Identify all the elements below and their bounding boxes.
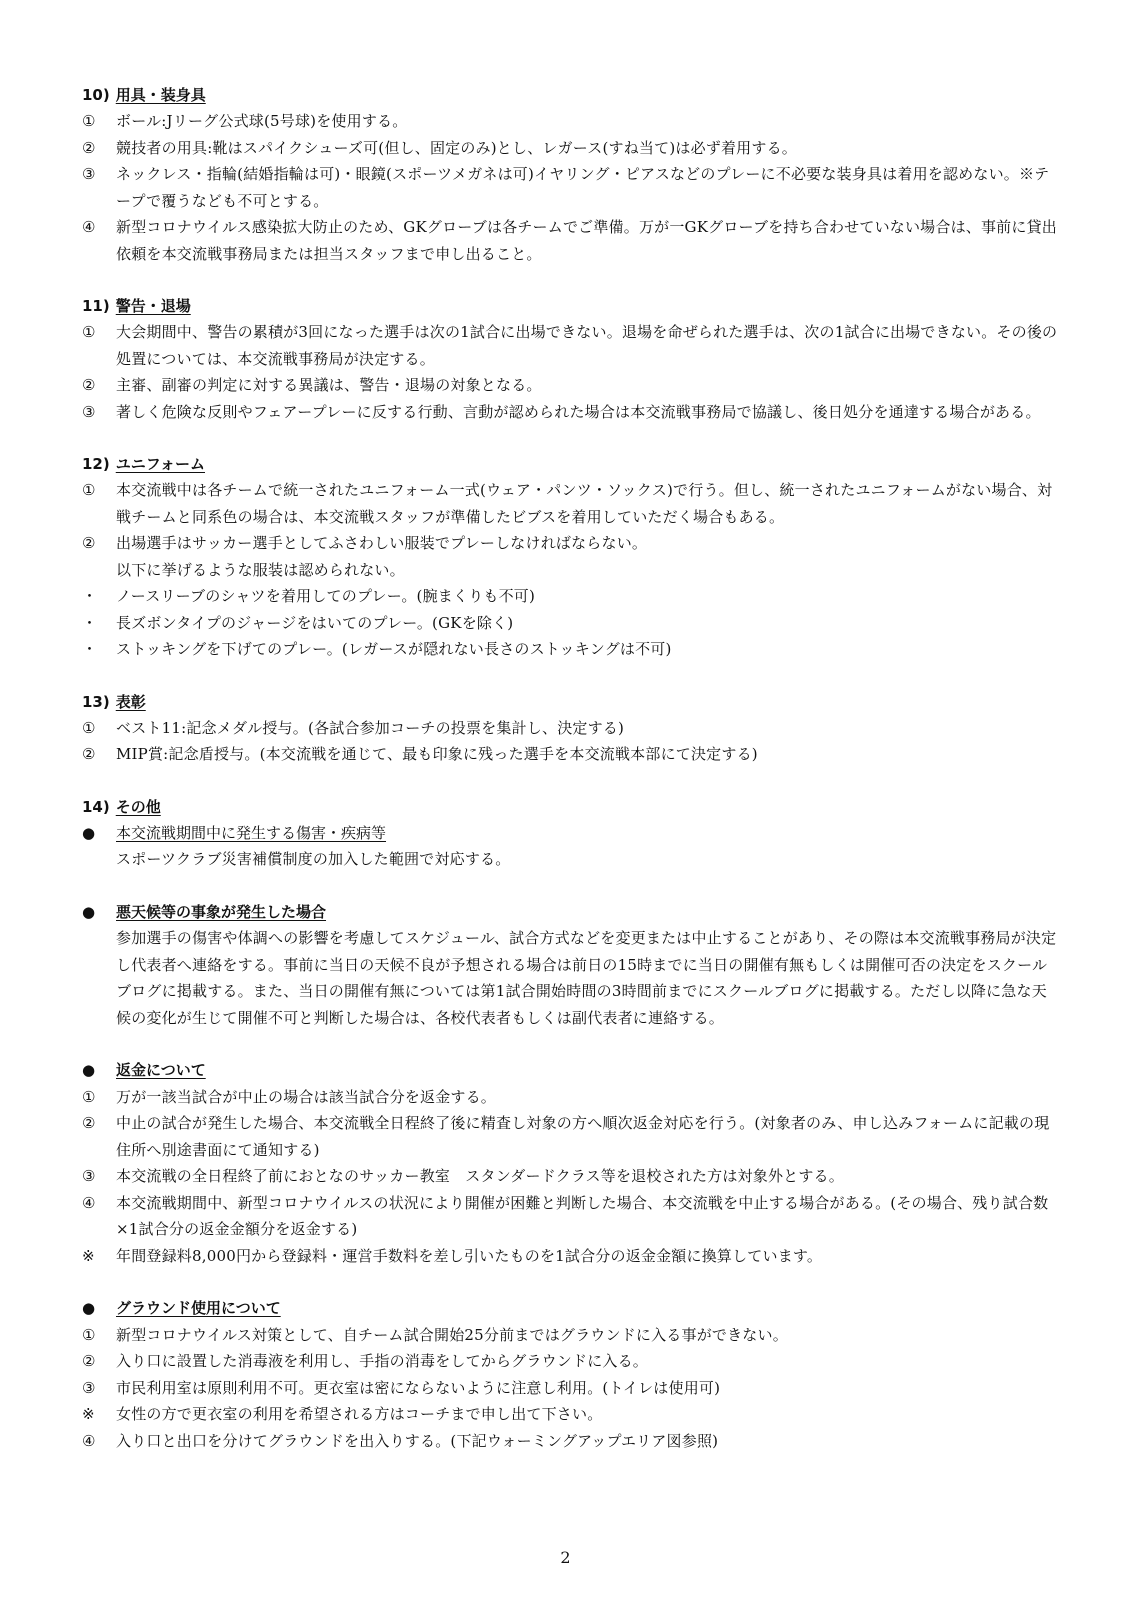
list-marker: ・ [82,587,98,605]
list-item [82,610,1062,637]
subsection-heading [82,1295,1062,1322]
list-item [82,399,1062,426]
list-marker: ※ [82,1246,95,1265]
list-text: 以下に挙げるような服装は認められない。 [116,560,405,579]
section-title: 用具・装身具 [115,86,206,104]
list-marker: ② [82,745,96,763]
subsection-refund [82,1057,1062,1269]
list-text: 著しく危険な反則やフェアープレーに反する行動、言動が認められた場合は本交流戦事務局で協議し、後日処分を通達する場合がある。 [116,402,1041,421]
list-item [82,1084,1062,1111]
list-marker: ② [82,1352,96,1370]
list-text: ベスト11:記念メダル授与。(各試合参加コーチの投票を集計し、決定する) [116,718,625,737]
section-equipment [82,82,1062,267]
list-item [82,715,1062,742]
list-item [82,1163,1062,1190]
list-item [82,108,1062,135]
list-marker: ③ [82,1378,96,1397]
section-number: 13) [82,692,110,711]
list-item [82,1401,1062,1428]
list-text: 入り口と出口を分けてグラウンドを出入りする。(下記ウォーミングアップエリア図参照) [116,1431,719,1450]
section-heading [82,689,1062,715]
list-item [82,636,1062,663]
list-marker: ② [82,1114,96,1132]
document-body [82,82,1062,1454]
list-text: 本交流戦の全日程終了前におとなのサッカー教室 スタンダードクラス等を退校された方は対象外とする。 [116,1167,844,1185]
list-text: 年間登録料8,000円から登録料・運営手数料を差し引いたものを1試合分の返金金額に換算しています。 [116,1246,823,1265]
list-text: 競技者の用具:靴はスパイクシューズ可(但し、固定のみ)とし、レガース(すね当て)は必ず着用する。 [116,138,797,157]
bullet-marker: ● [82,1299,96,1317]
section-title: 表彰 [115,692,146,711]
list-marker: ④ [82,1193,96,1212]
list-text: 長ズボンタイプのジャージをはいてのプレー。(GKを除く) [116,613,514,632]
section-heading [82,82,1062,108]
list-item [82,530,1062,557]
list-text: 本交流戦期間中、新型コロナウイルスの状況により開催が困難と判断した場合、本交流戦を中止する場合がある。(その場合、残り試合数×1試合分の返金金額分を返金する) [116,1193,1049,1238]
subsection-title: 悪天候等の事象が発生した場合 [116,902,327,921]
list-item [82,319,1062,372]
subsection-weather [82,899,1062,1032]
section-number: 14) [82,797,110,816]
subsection-heading [82,1057,1062,1084]
section-heading [82,794,1062,820]
list-text: 主審、副審の判定に対する異議は、警告・退場の対象となる。 [116,376,542,394]
list-marker: ① [82,323,96,341]
subsection-heading [82,899,1062,926]
list-text: 万が一該当試合が中止の場合は該当試合分を返金する。 [116,1087,497,1106]
section-uniform [82,451,1062,663]
list-marker: ・ [82,613,98,632]
list-item [82,557,1062,584]
section-number: 10) [82,86,110,104]
list-text: 女性の方で更衣室の利用を希望される方はコーチまで申し出て下さい。 [116,1405,603,1423]
list-text: ネックレス・指輪(結婚指輪は可)・眼鏡(スポーツメガネは可)イヤリング・ピアスなどのプレーに不必要な装身具は着用を認めない。※テープで覆うなども不可とする。 [116,165,1050,210]
list-item [82,372,1062,399]
list-item [82,1190,1062,1243]
list-marker: ① [82,1087,96,1106]
list-item [82,135,1062,162]
list-marker: ・ [82,640,98,658]
list-item [82,741,1062,768]
list-item [82,214,1062,267]
list-text: 市民利用室は原則利用不可。更衣室は密にならないように注意し利用。(トイレは使用可) [116,1378,721,1397]
list-text: 大会期間中、警告の累積が3回になった選手は次の1試合に出場できない。退場を命ぜられた選手は、次の1試合に出場できない。その後の処置については、本交流戦事務局が決定する。 [116,323,1058,368]
list-marker: ④ [82,1431,96,1450]
section-title: ユニフォーム [115,455,205,473]
list-item [82,1243,1062,1270]
list-item [82,1110,1062,1163]
section-awards [82,689,1062,768]
list-item [82,477,1062,530]
subsection-title: グラウンド使用について [116,1299,281,1317]
subsection-heading [82,820,1062,847]
list-item [82,1348,1062,1375]
section-number: 11) [82,297,110,315]
list-text: MIP賞:記念盾授与。(本交流戦を通じて、最も印象に残った選手を本交流戦本部にて決定する) [116,745,758,763]
list-text: ノースリーブのシャツを着用してのプレー。(腕まくりも不可) [116,587,536,605]
list-marker [82,557,116,584]
subsection-text: 参加選手の傷害や体調への影響を考慮してスケジュール、試合方式などを変更または中止することがあり、その際は本交流戦事務局が決定し代表者へ連絡をする。事前に当日の天候不良が予想される場合は前日の15時までに当日の開催有無もしくは開催可否の決定をスクールブログに掲載する。また、当日の開催有無については第1試合開始時間の3時間前までにスクールブログに掲載する。ただし以降に急な天候の変化が生じて開催不可と判断した場合は、各校代表者もしくは副代表者に連絡する。 [116,929,1057,1027]
bullet-marker: ● [82,1061,96,1079]
list-marker: ② [82,376,96,394]
list-marker: ① [82,481,96,499]
list-text: 新型コロナウイルス対策として、自チーム試合開始25分前まではグラウンドに入る事ができない。 [116,1325,788,1344]
list-marker: ① [82,112,96,130]
list-marker: ② [82,534,96,552]
list-text: 新型コロナウイルス感染拡大防止のため、GKグローブは各チームでご準備。万が一GKグローブを持ち合わせていない場合は、事前に貸出依頼を本交流戦事務局または担当スタッフまで申し出ること。 [116,218,1057,263]
section-title: その他 [115,797,161,816]
list-marker: ② [82,138,96,157]
list-item [82,1375,1062,1402]
section-number: 12) [82,455,110,473]
bullet-marker: ● [82,823,96,842]
subsection-title: 返金について [116,1061,206,1079]
list-marker: ④ [82,218,96,236]
list-text: 入り口に設置した消毒液を利用し、手指の消毒をしてからグラウンドに入る。 [116,1352,649,1370]
list-text: ボール:Jリーグ公式球(5号球)を使用する。 [116,112,408,130]
list-text: 本交流戦中は各チームで統一されたユニフォーム一式(ウェア・パンツ・ソックス)で行う。但し、統一されたユニフォームがない場合、対戦チームと同系色の場合は、本交流戦スタッフが準備したビブスを着用していただく場合もある。 [116,481,1053,526]
bullet-marker: ● [82,902,96,921]
section-heading [82,293,1062,319]
list-marker: ③ [82,402,96,421]
section-other [82,794,1062,1455]
list-marker: ※ [82,1405,95,1423]
list-text: 出場選手はサッカー選手としてふさわしい服装でプレーしなければならない。 [116,534,648,552]
subsection-text: スポーツクラブ災害補償制度の加入した範囲で対応する。 [116,850,511,868]
subsection-title: 本交流戦期間中に発生する傷害・疾病等 [116,823,387,842]
list-text: 中止の試合が発生した場合、本交流戦全日程終了後に精査し対象の方へ順次返金対応を行う。(対象者のみ、申し込みフォームに記載の現住所へ別途書面にて通知する) [116,1114,1050,1159]
list-marker: ③ [82,1167,96,1185]
subsection-injury [82,820,1062,873]
list-marker: ① [82,1325,96,1344]
section-heading [82,451,1062,477]
list-item [82,583,1062,610]
list-text: ストッキングを下げてのプレー。(レガースが隠れない長さのストッキングは不可) [116,640,672,658]
list-marker: ① [82,718,96,737]
list-marker: ③ [82,165,96,183]
section-title: 警告・退場 [115,297,191,315]
page-number: 2 [560,1548,571,1567]
list-item [82,1322,1062,1349]
subsection-ground [82,1295,1062,1454]
section-cautions [82,293,1062,425]
list-item [82,1428,1062,1455]
list-item [82,161,1062,214]
